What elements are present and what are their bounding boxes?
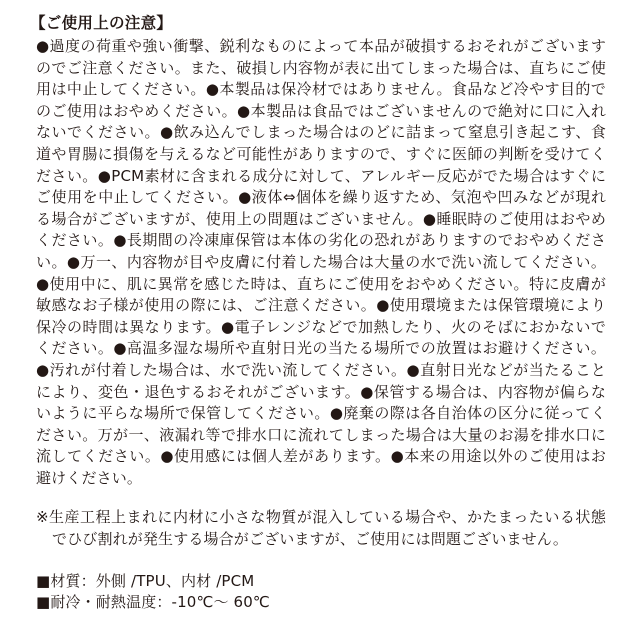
material-spec: ■材質：外側 /TPU、内材 /PCM: [36, 571, 255, 590]
notice-body: ●過度の荷重や強い衝撃、鋭利なものによって本品が破損するおそれがございますのでご注意ください。また、破損し内容物が表に出てしまった場合は、直ちにご使用は中止してください。●本製品は保冷材ではありません。食品など冷やす目的でのご使用はおやめください。●本製品は食品ではございませんので絶対に口に入れないでください。●飲み込んでしまった場合はのどに詰まって窒息引き起こす、食道や胃腸に損傷を与えるなど可能性がありますので、すぐに医師の判断を受けてください。●PCM素材に含まれる成分に対して、アレルギー反応がでた場合はすぐにご使用を中止してください。●液体⇔個体を繰り返すため、気泡や凹みなどが現れる場合がございますが、使用上の問題はございません。●睡眠時のご使用はおやめください。●長期間の冷凍庫保管は本体の劣化の恐れがありますのでおやめください。●万一、内容物が目や皮膚に付着した場合は大量の水で洗い流してください。●使用中に、肌に異常を感じた時は、直ちにご使用をおやめください。特に皮膚が敏感なお子様が使用の際には、ご注意ください。●使用環境または保管環境により保冷の時間は異なります。●電子レンジなどで加熱したり、火のそばにおかないでください。●高温多湿な場所や直射日光の当たる場所での放置はお避けください。●汚れが付着した場合は、水で洗い流してください。●直射日光などが当たることにより、変色・退色するおそれがございます。●保管する場合は、内容物が偏らないように平らな場所で保管してください。●廃棄の際は各自治体の区分に従ってください。万が一、液漏れ等で排水口に流れてしまった場合は大量のお湯を排水口に流してください。●使用感には個人差があります。●本来の用途以外のご使用はお避けください。: [36, 37, 606, 487]
heat-resistance-spec: ■耐冷・耐熱温度：-10℃～ 60℃: [36, 593, 270, 612]
manufacturing-note: ※生産工程上まれに内材に小さな物質が混入している場合や、かたまったいる状態でひび割れが発生する場合がございますが、ご使用には問題ございません。: [36, 508, 606, 549]
spec-list: [36, 571, 606, 614]
notice-heading: 【ご使用上の注意】: [30, 14, 173, 32]
